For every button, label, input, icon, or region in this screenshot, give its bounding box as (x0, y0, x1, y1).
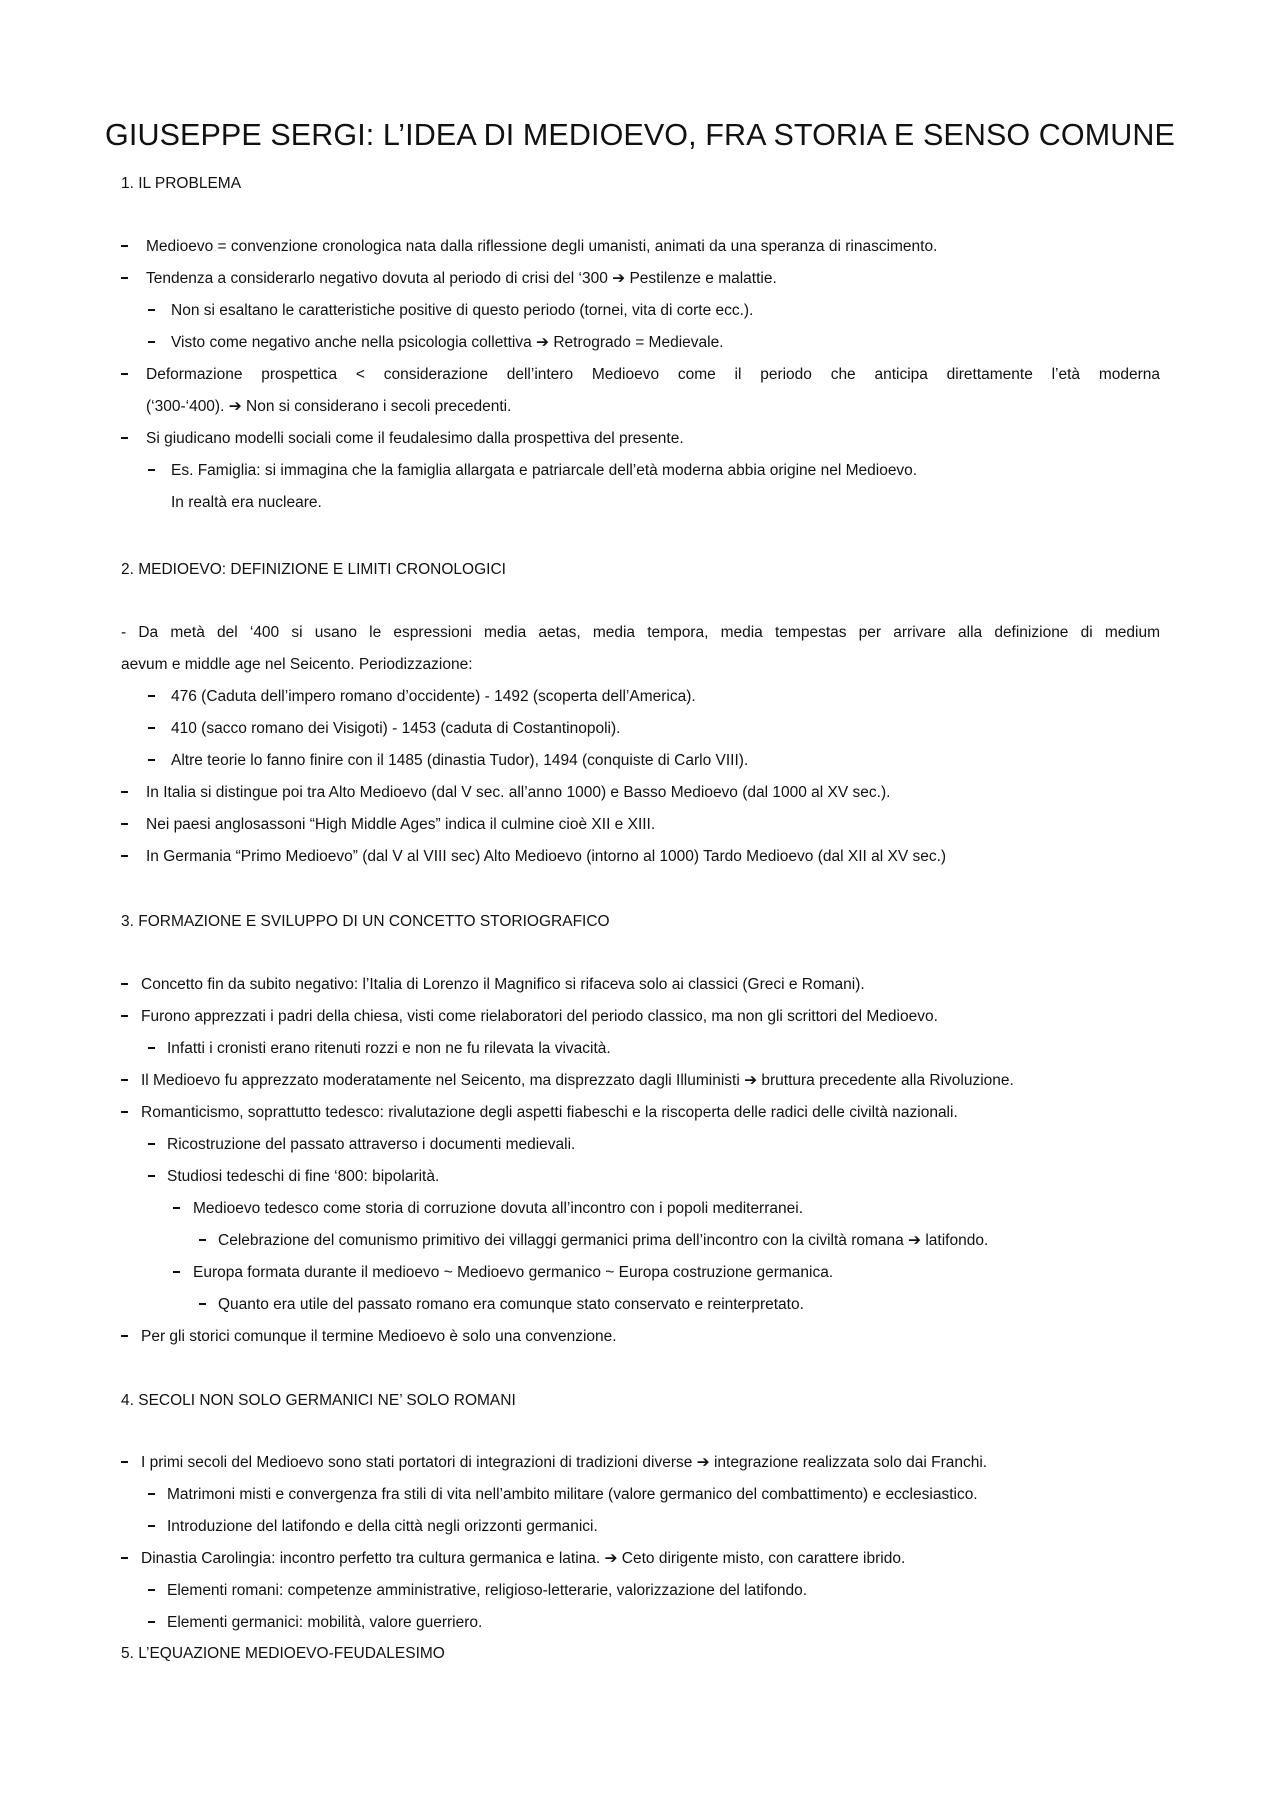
bullet-dash (121, 1015, 128, 1017)
bullet-dash (173, 1271, 180, 1273)
section-4-heading: 4. SECOLI NON SOLO GERMANICI NE’ SOLO ROMANI (121, 1392, 516, 1409)
s2-item-d: In Italia si distingue poi tra Alto Medioevo (dal V sec. all’anno 1000) e Basso Medioevo (dal 1000 al XV sec.). (146, 784, 891, 801)
bullet-dash (148, 1047, 155, 1049)
s3-bullet-4b1: Medioevo tedesco come storia di corruzione dovuta all’incontro con i popoli mediterranei. (193, 1200, 803, 1217)
s3-bullet-4: Romanticismo, soprattutto tedesco: rivalutazione degli aspetti fiabeschi e la riscoperta delle radici delle civiltà nazionali. (141, 1104, 958, 1121)
section-3-heading: 3. FORMAZIONE E SVILUPPO DI UN CONCETTO STORIOGRAFICO (121, 913, 610, 930)
s4-bullet-1: I primi secoli del Medioevo sono stati portatori di integrazioni di tradizioni diverse ➔ integrazione realizzata solo dai Franchi. (141, 1454, 988, 1471)
bullet-dash (121, 373, 128, 375)
s3-bullet-4b2: Europa formata durante il medioevo ~ Medioevo germanico ~ Europa costruzione germanica. (193, 1264, 834, 1281)
s1-bullet-3-line-2: (‘300-‘400). ➔ Non si considerano i secoli precedenti. (146, 398, 512, 415)
s2-item-c: Altre teorie lo fanno finire con il 1485 (dinastia Tudor), 1494 (conquiste di Carlo VIII). (171, 752, 749, 769)
bullet-dash (121, 1079, 128, 1081)
s3-bullet-4b2a: Quanto era utile del passato romano era comunque stato conservato e reinterpretato. (218, 1296, 804, 1313)
s3-bullet-3: Il Medioevo fu apprezzato moderatamente nel Seicento, ma disprezzato dagli Illuministi ➔ bruttura precedente alla Rivoluzione. (141, 1072, 1014, 1089)
bullet-dash (173, 1207, 180, 1209)
s1-bullet-2: Tendenza a considerarlo negativo dovuta al periodo di crisi del ‘300 ➔ Pestilenze e malattie. (146, 270, 777, 287)
s3-bullet-4b: Studiosi tedeschi di fine ‘800: bipolarità. (167, 1168, 440, 1185)
s3-bullet-2a: Infatti i cronisti erano ritenuti rozzi e non ne fu rilevata la vivacità. (167, 1040, 611, 1057)
bullet-dash (148, 1525, 155, 1527)
s3-bullet-5: Per gli storici comunque il termine Medioevo è solo una convenzione. (141, 1328, 617, 1345)
s3-bullet-4b1a: Celebrazione del comunismo primitivo dei villaggi germanici prima dell’incontro con la civiltà romana ➔ latifondo. (218, 1232, 989, 1249)
bullet-dash (121, 1557, 128, 1559)
bullet-dash (121, 823, 128, 825)
bullet-dash (148, 1589, 155, 1591)
bullet-dash (199, 1239, 206, 1241)
bullet-dash (148, 469, 155, 471)
bullet-dash (148, 341, 155, 343)
s2-paragraph-line-2: aevum e middle age nel Seicento. Periodizzazione: (121, 656, 473, 673)
section-1-heading: 1. IL PROBLEMA (121, 175, 242, 192)
bullet-dash (148, 695, 155, 697)
s4-bullet-2: Dinastia Carolingia: incontro perfetto tra cultura germanica e latina. ➔ Ceto dirigente misto, con carattere ibrido. (141, 1550, 906, 1567)
bullet-dash (148, 1143, 155, 1145)
s1-bullet-2b: Visto come negativo anche nella psicologia collettiva ➔ Retrogrado = Medievale. (171, 334, 724, 351)
s4-bullet-1b: Introduzione del latifondo e della città negli orizzonti germanici. (167, 1518, 598, 1535)
s2-item-f: In Germania “Primo Medioevo” (dal V al VIII sec) Alto Medioevo (intorno al 1000) Tardo Medioevo (dal XII al XV sec.) (146, 848, 947, 865)
bullet-dash (121, 1335, 128, 1337)
bullet-dash (199, 1303, 206, 1305)
bullet-dash (121, 1461, 128, 1463)
bullet-dash (148, 727, 155, 729)
bullet-dash (148, 1621, 155, 1623)
s1-bullet-4a-line-2: In realtà era nucleare. (171, 494, 322, 511)
s4-bullet-2a: Elementi romani: competenze amministrative, religioso-letterarie, valorizzazione del latifondo. (167, 1582, 808, 1599)
s2-item-a: 476 (Caduta dell’impero romano d’occidente) - 1492 (scoperta dell’America). (171, 688, 696, 705)
s3-bullet-2: Furono apprezzati i padri della chiesa, visti come rielaboratori del periodo classico, ma non gli scrittori del Medioevo. (141, 1008, 938, 1025)
s3-bullet-1: Concetto fin da subito negativo: l’Italia di Lorenzo il Magnifico si rifaceva solo ai classici (Greci e Romani). (141, 976, 865, 993)
s3-bullet-4a: Ricostruzione del passato attraverso i documenti medievali. (167, 1136, 576, 1153)
s1-bullet-4: Si giudicano modelli sociali come il feudalesimo dalla prospettiva del presente. (146, 430, 684, 447)
bullet-dash (121, 437, 128, 439)
bullet-dash (121, 983, 128, 985)
document-title: GIUSEPPE SERGI: L’IDEA DI MEDIOEVO, FRA STORIA E SENSO COMUNE (105, 118, 1175, 152)
s2-item-b: 410 (sacco romano dei Visigoti) - 1453 (caduta di Costantinopoli). (171, 720, 621, 737)
bullet-dash (121, 791, 128, 793)
s4-bullet-2b: Elementi germanici: mobilità, valore guerriero. (167, 1614, 483, 1631)
bullet-dash (148, 1493, 155, 1495)
section-2-heading: 2. MEDIOEVO: DEFINIZIONE E LIMITI CRONOLOGICI (121, 561, 506, 578)
bullet-dash (121, 855, 128, 857)
s1-bullet-4a-line-1: Es. Famiglia: si immagina che la famiglia allargata e patriarcale dell’età moderna abbia origine nel Medioevo. (171, 462, 918, 479)
bullet-dash (121, 245, 128, 247)
bullet-dash (148, 1175, 155, 1177)
s1-bullet-3-line-1: Deformazione prospettica < considerazione dell’intero Medioevo come il periodo che anticipa direttamente l’età moderna (146, 366, 1160, 383)
section-5-heading: 5. L’EQUAZIONE MEDIOEVO-FEUDALESIMO (121, 1645, 445, 1662)
s4-bullet-1a: Matrimoni misti e convergenza fra stili di vita nell’ambito militare (valore germanico del combattimento) e ecclesiastico. (167, 1486, 978, 1503)
s2-item-e: Nei paesi anglosassoni “High Middle Ages” indica il culmine cioè XII e XIII. (146, 816, 656, 833)
s2-paragraph-line-1: - Da metà del ‘400 si usano le espressioni media aetas, media tempora, media tempestas per arrivare alla definizione di medium (121, 624, 1160, 641)
s1-bullet-2a: Non si esaltano le caratteristiche positive di questo periodo (tornei, vita di corte ecc.). (171, 302, 754, 319)
s1-bullet-1: Medioevo = convenzione cronologica nata dalla riflessione degli umanisti, animati da una speranza di rinascimento. (146, 238, 938, 255)
bullet-dash (148, 309, 155, 311)
bullet-dash (121, 277, 128, 279)
bullet-dash (148, 759, 155, 761)
bullet-dash (121, 1111, 128, 1113)
